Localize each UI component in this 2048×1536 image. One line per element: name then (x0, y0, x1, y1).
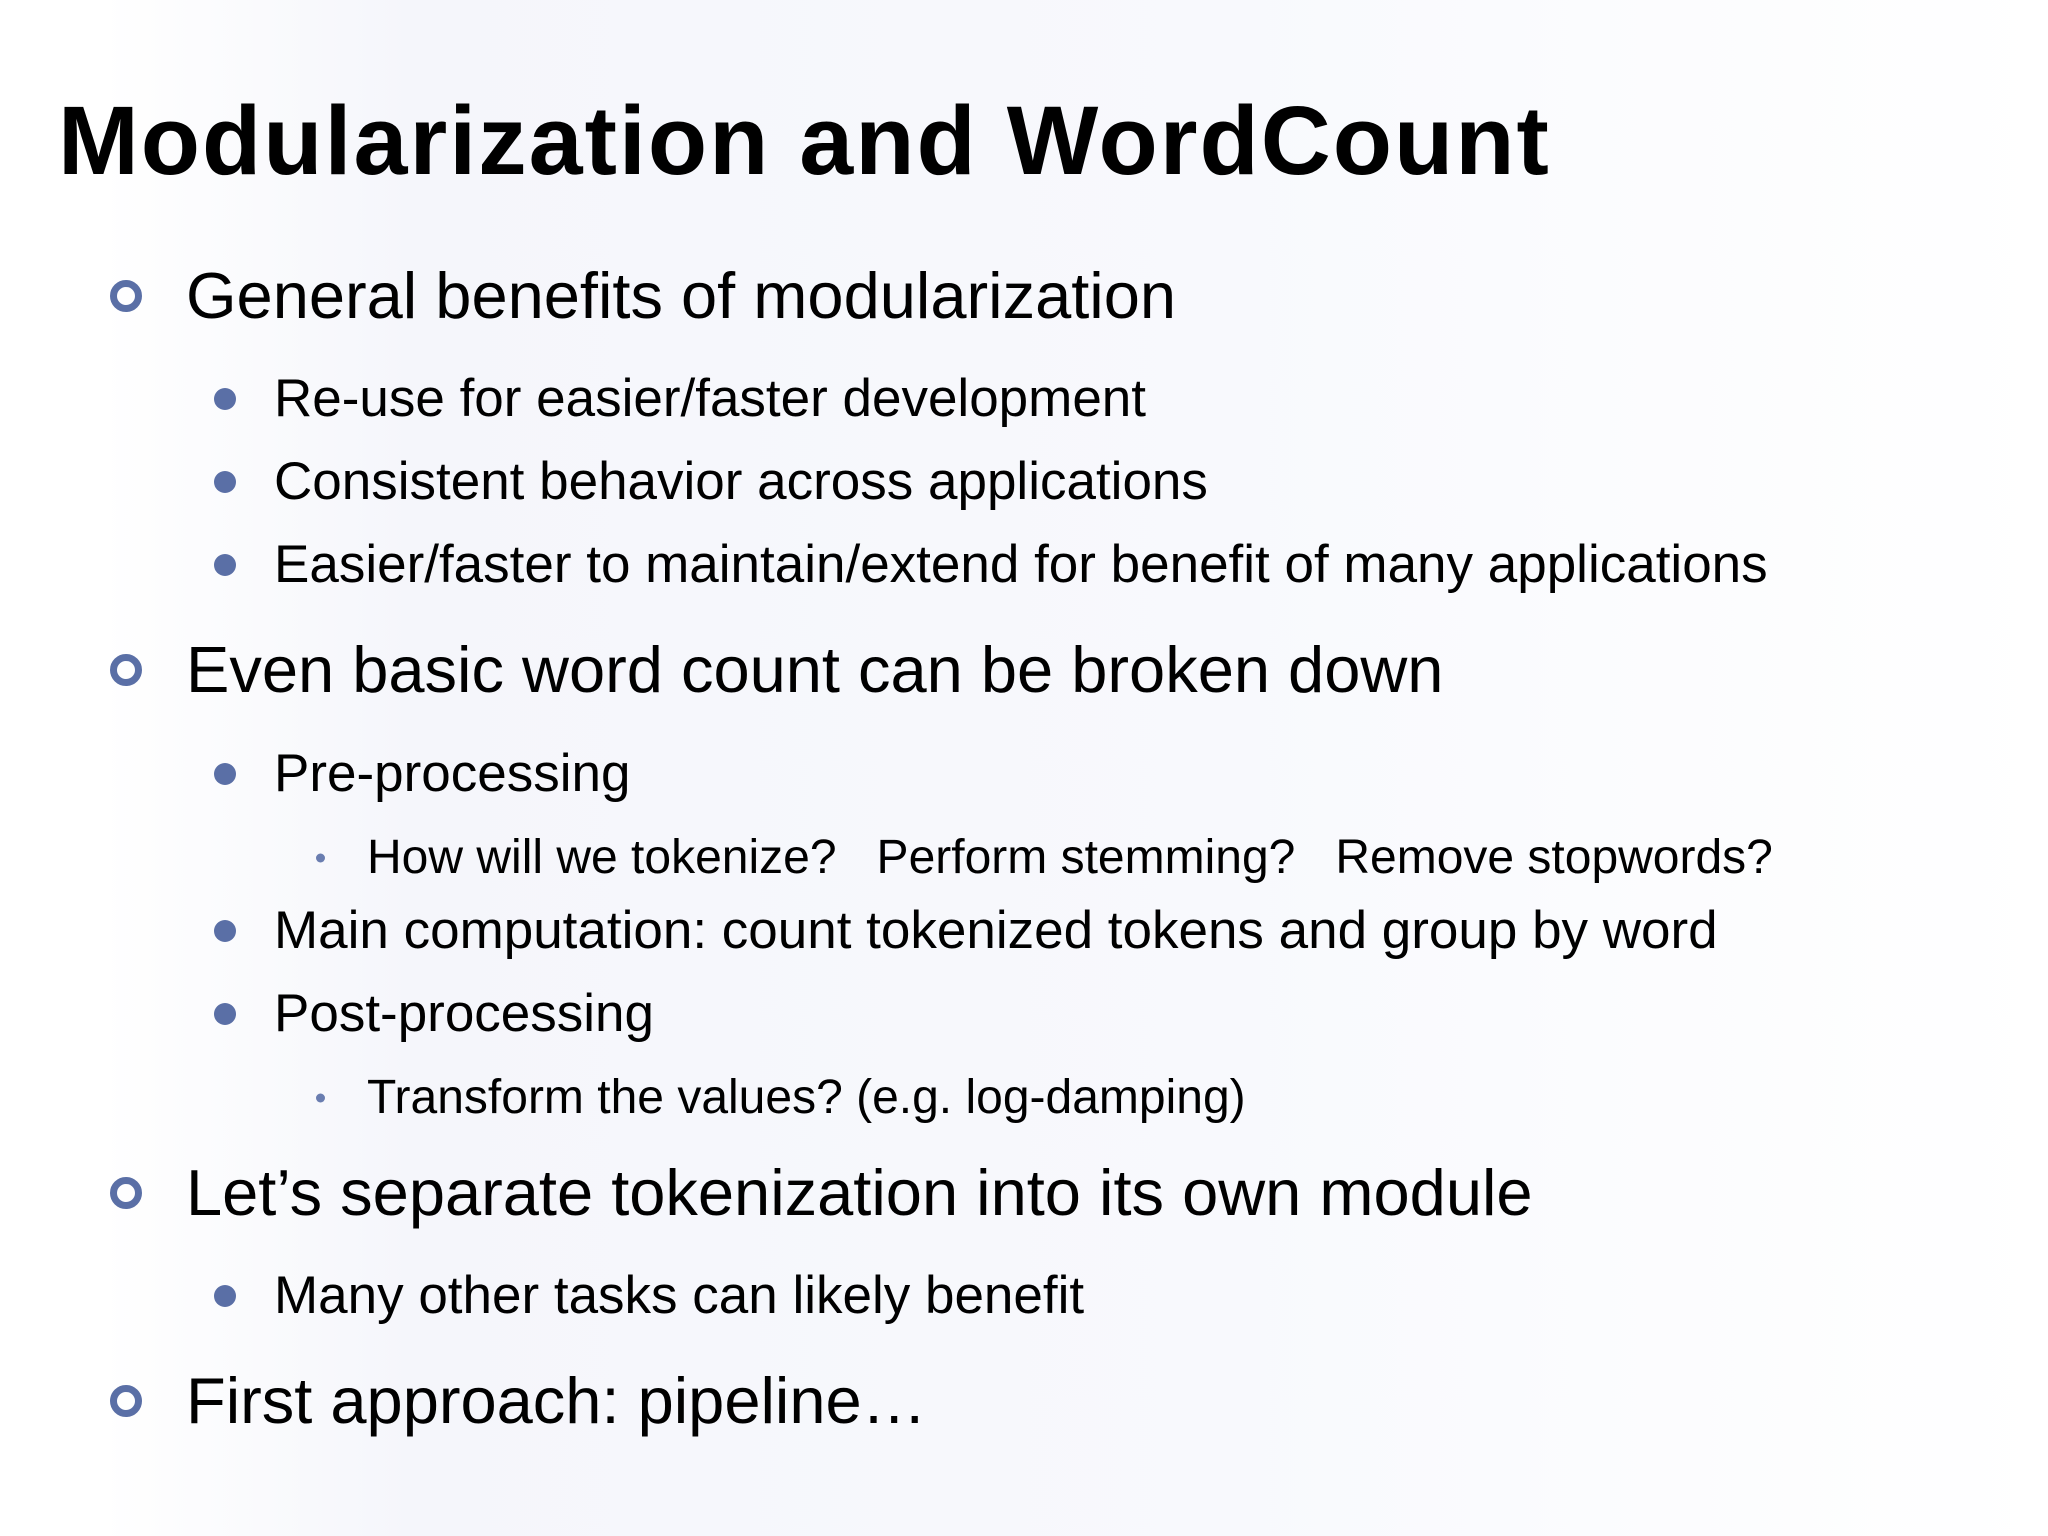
sub-bullet-text: Easier/faster to maintain/extend for benefit of many applications (274, 535, 1768, 594)
sub-bullet-maintain (210, 534, 1768, 595)
slide-title: Modularization and WordCount (58, 86, 1551, 195)
bullet-text: General benefits of modularization (186, 259, 1177, 332)
sub-sub-bullet-text (367, 830, 1773, 885)
sub-sub-bullet-text: Transform the values? (e.g. log-damping) (367, 1071, 1246, 1124)
sub-bullet-text: Consistent behavior across applications (274, 452, 1208, 511)
dot-bullet-icon (214, 1285, 236, 1307)
bullet-text: Let’s separate tokenization into its own module (186, 1156, 1533, 1229)
ring-bullet-icon (110, 280, 142, 312)
question-stopwords: Remove stopwords? (1335, 831, 1773, 884)
small-dot-bullet-icon (316, 1093, 325, 1102)
bullet-general-benefits (110, 258, 1176, 333)
question-stemming: Perform stemming? (876, 831, 1296, 884)
dot-bullet-icon (214, 388, 236, 410)
sub-sub-bullet-tokenize-questions (312, 830, 1773, 885)
bullet-text: First approach: pipeline… (186, 1364, 927, 1437)
sub-bullet-text: Main computation: count tokenized tokens and group by word (274, 901, 1718, 960)
bullet-separate-tokenization (110, 1155, 1533, 1230)
sub-bullet-text: Re-use for easier/faster development (274, 369, 1146, 428)
sub-bullet-other-tasks (210, 1265, 1084, 1326)
sub-bullet-main-computation (210, 900, 1718, 961)
sub-bullet-text: Many other tasks can likely benefit (274, 1266, 1085, 1325)
bullet-first-approach (110, 1363, 927, 1438)
sub-bullet-post-processing (210, 983, 654, 1044)
sub-bullet-pre-processing (210, 743, 630, 804)
sub-sub-bullet-transform (312, 1070, 1246, 1125)
sub-bullet-reuse (210, 368, 1146, 429)
ring-bullet-icon (110, 654, 142, 686)
sub-bullet-text: Post-processing (274, 984, 655, 1043)
bullet-word-count-breakdown (110, 632, 1443, 707)
dot-bullet-icon (214, 471, 236, 493)
small-dot-bullet-icon (316, 853, 325, 862)
sub-bullet-consistent (210, 451, 1208, 512)
dot-bullet-icon (214, 1003, 236, 1025)
dot-bullet-icon (214, 920, 236, 942)
bullet-text: Even basic word count can be broken down (186, 633, 1444, 706)
sub-bullet-text: Pre-processing (274, 744, 631, 803)
ring-bullet-icon (110, 1385, 142, 1417)
ring-bullet-icon (110, 1177, 142, 1209)
question-tokenize: How will we tokenize? (367, 831, 837, 884)
dot-bullet-icon (214, 554, 236, 576)
dot-bullet-icon (214, 763, 236, 785)
